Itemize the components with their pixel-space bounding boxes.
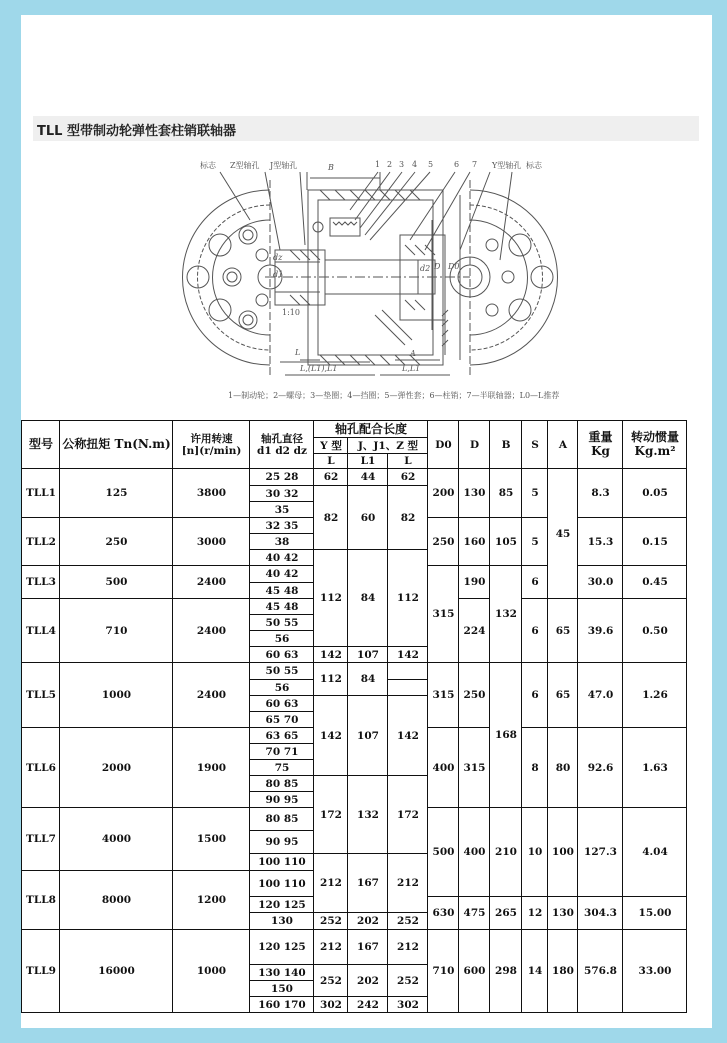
fit-y-cell: 212 [313, 853, 348, 913]
model-cell: TLL8 [21, 870, 60, 930]
bore-cell: 50 55 [249, 662, 314, 680]
header-speed [172, 420, 250, 469]
header-a: A [547, 420, 578, 469]
d0-cell: 400 [427, 727, 459, 808]
bore-cell: 56 [249, 630, 314, 647]
fit-z-cell: 172 [387, 775, 428, 854]
header-weight [577, 420, 623, 469]
bore-cell: 150 [249, 980, 314, 997]
speed-cell: 2400 [172, 598, 250, 663]
label-7: 7 [472, 160, 478, 169]
speed-cell: 2400 [172, 662, 250, 728]
s-cell: 6 [521, 565, 548, 599]
s-cell: 12 [521, 896, 548, 930]
weight-cell: 304.3 [577, 896, 623, 930]
left-flange-outline [183, 190, 271, 365]
header-d: D [458, 420, 490, 469]
bore-cell: 80 85 [249, 807, 314, 831]
s-cell: 6 [521, 598, 548, 663]
fit-z-cell: 212 [387, 853, 428, 913]
page-title: TLL 型带制动轮弹性套柱销联轴器 [37, 124, 236, 139]
label-j-bore: J型轴孔 [270, 161, 298, 170]
bore-cell: 130 [249, 912, 314, 930]
table-bottom-border [21, 1012, 687, 1013]
fit-y-cell: 212 [313, 929, 348, 965]
a-cell: 65 [547, 598, 578, 663]
b-cell: 85 [489, 468, 522, 518]
label-dim-L1: L,(L1),L1 [300, 364, 338, 373]
s-cell: 5 [521, 468, 548, 518]
torque-cell: 16000 [59, 929, 173, 1013]
inertia-cell: 4.04 [622, 807, 687, 897]
fit-l1-cell: 202 [347, 964, 388, 997]
speed-cell: 2400 [172, 565, 250, 599]
b-cell: 298 [489, 929, 522, 1013]
d0-cell: 315 [427, 565, 459, 663]
torque-cell: 250 [59, 517, 173, 566]
header-y-type: Y 型 [313, 437, 348, 454]
inertia-cell: 0.05 [622, 468, 687, 518]
fit-l1-cell: 60 [347, 485, 388, 550]
label-dim-A: A [410, 349, 416, 358]
label-dim-L2: L,L1 [402, 364, 421, 373]
bore-cell: 38 [249, 533, 314, 550]
coupling-drawing-svg [170, 150, 560, 405]
header-bore-line1: 轴孔直径 [261, 432, 303, 445]
weight-cell: 30.0 [577, 565, 623, 599]
header-bore [249, 420, 314, 469]
s-cell: 14 [521, 929, 548, 1013]
label-dim-dz: dz [273, 253, 283, 262]
d-cell: 160 [458, 517, 490, 566]
fit-l1-cell: 202 [347, 912, 388, 930]
bore-cell: 32 35 [249, 517, 314, 534]
fit-z-cell: 82 [387, 485, 428, 550]
inertia-cell: 0.15 [622, 517, 687, 566]
header-inertia-line1: 转动惯量 [630, 430, 679, 445]
fit-z-cell: 142 [387, 695, 428, 776]
fit-y-cell: 302 [313, 996, 348, 1013]
weight-cell: 92.6 [577, 727, 623, 808]
fit-l1-cell: 132 [347, 775, 388, 854]
fit-l1-cell: 84 [347, 549, 388, 647]
fit-l1-cell: 167 [347, 929, 388, 965]
b-cell: 210 [489, 807, 522, 897]
a-cell: 80 [547, 727, 578, 808]
model-cell: TLL6 [21, 727, 60, 808]
d-cell: 475 [458, 896, 490, 930]
a-cell: 45 [547, 468, 578, 599]
fit-z-cell: 302 [387, 996, 428, 1013]
model-cell: TLL5 [21, 662, 60, 728]
fit-y-cell: 142 [313, 646, 348, 663]
fit-y-cell: 252 [313, 912, 348, 930]
torque-cell: 1000 [59, 662, 173, 728]
d-cell: 224 [458, 598, 490, 663]
d-cell: 190 [458, 565, 490, 599]
torque-cell: 2000 [59, 727, 173, 808]
bore-cell: 25 28 [249, 468, 314, 486]
fit-l1-cell: 242 [347, 996, 388, 1013]
label-b: B [328, 163, 334, 172]
speed-cell: 1900 [172, 727, 250, 808]
d-cell: 315 [458, 727, 490, 808]
bore-cell: 50 55 [249, 614, 314, 631]
label-dim-D: D [434, 262, 441, 271]
a-cell: 100 [547, 807, 578, 897]
bore-cell: 120 125 [249, 929, 314, 965]
header-inertia [622, 420, 687, 469]
bore-cell: 45 48 [249, 598, 314, 615]
d-cell: 130 [458, 468, 490, 518]
bore-cell: 100 110 [249, 853, 314, 871]
d-cell: 250 [458, 662, 490, 728]
header-y-L: L [313, 453, 348, 469]
a-cell: 65 [547, 662, 578, 728]
label-4: 4 [412, 160, 418, 169]
speed-cell: 3000 [172, 517, 250, 566]
header-inertia-line2: Kg.m² [634, 444, 676, 458]
weight-cell: 39.6 [577, 598, 623, 663]
inertia-cell: 1.26 [622, 662, 687, 728]
fit-l1-cell: 107 [347, 646, 388, 663]
label-3: 3 [399, 160, 405, 169]
bore-cell: 56 [249, 679, 314, 696]
inertia-cell: 0.45 [622, 565, 687, 599]
header-speed-line2: [n](r/min) [181, 445, 242, 457]
torque-cell: 125 [59, 468, 173, 518]
bore-cell: 45 48 [249, 582, 314, 599]
speed-cell: 1500 [172, 807, 250, 871]
bore-cell: 80 85 [249, 775, 314, 792]
label-dim-L: L [295, 348, 301, 357]
bore-cell: 90 95 [249, 791, 314, 808]
s-cell: 8 [521, 727, 548, 808]
fit-y-cell: 62 [313, 468, 348, 486]
inertia-cell: 0.50 [622, 598, 687, 663]
weight-cell: 576.8 [577, 929, 623, 1013]
bore-cell: 130 140 [249, 964, 314, 981]
header-fit-length: 轴孔配合长度 [313, 420, 428, 438]
model-cell: TLL3 [21, 565, 60, 599]
d-cell: 600 [458, 929, 490, 1013]
fit-z-cell-empty [387, 679, 428, 696]
fit-z-cell: 142 [387, 646, 428, 663]
bore-cell: 75 [249, 759, 314, 776]
speed-cell: 1200 [172, 870, 250, 930]
fit-l1-cell: 44 [347, 468, 388, 486]
header-s: S [521, 420, 548, 469]
bore-cell: 35 [249, 501, 314, 518]
s-cell: 6 [521, 662, 548, 728]
fit-y-cell: 82 [313, 485, 348, 550]
header-weight-line2: Kg [591, 444, 610, 458]
fit-z-cell: 112 [387, 549, 428, 647]
d0-cell: 500 [427, 807, 459, 897]
table-right-border [686, 420, 687, 1013]
inertia-cell: 15.00 [622, 896, 687, 930]
d0-cell: 250 [427, 517, 459, 566]
fit-l1-cell: 107 [347, 695, 388, 776]
bore-cell: 40 42 [249, 549, 314, 566]
header-j-L1: L1 [347, 453, 388, 469]
a-cell: 130 [547, 896, 578, 930]
a-cell: 180 [547, 929, 578, 1013]
drawing-caption: 1—制动轮；2—螺母；3—垫圈；4—挡圈；5—弹性套；6—柱销；7—半联轴器；L0—L推荐 [228, 391, 560, 400]
label-taper: 1:10 [282, 308, 300, 317]
model-cell: TLL9 [21, 929, 60, 1013]
bore-cell: 60 63 [249, 695, 314, 712]
fit-z-cell: 62 [387, 468, 428, 486]
fit-z-cell: 252 [387, 912, 428, 930]
label-dim-d2: d2 [420, 264, 431, 273]
header-b: B [489, 420, 522, 469]
fit-z-cell: 252 [387, 964, 428, 997]
model-cell: TLL7 [21, 807, 60, 871]
header-weight-line1: 重量 [588, 430, 613, 445]
label-mark-right: 标志 [526, 161, 542, 170]
weight-cell: 127.3 [577, 807, 623, 897]
header-bore-line2: d1 d2 dz [257, 445, 307, 457]
bore-cell: 70 71 [249, 743, 314, 760]
label-1: 1 [375, 160, 381, 169]
fit-l1-cell: 84 [347, 662, 388, 696]
fit-y-cell: 142 [313, 695, 348, 776]
model-cell: TLL4 [21, 598, 60, 663]
label-dim-D0: D0 [448, 262, 460, 271]
d0-cell: 710 [427, 929, 459, 1013]
fit-y-cell: 112 [313, 662, 348, 696]
header-torque: 公称扭矩 Tn(N.m) [59, 420, 173, 469]
bore-cell: 40 42 [249, 565, 314, 583]
bore-cell: 120 125 [249, 896, 314, 913]
weight-cell: 47.0 [577, 662, 623, 728]
speed-cell: 1000 [172, 929, 250, 1013]
header-d0: D0 [427, 420, 459, 469]
b-cell: 105 [489, 517, 522, 566]
speed-cell: 3800 [172, 468, 250, 518]
bore-cell: 63 65 [249, 727, 314, 744]
fit-l1-cell: 167 [347, 853, 388, 913]
header-jz-type: J、J1、Z 型 [347, 437, 428, 454]
inertia-cell: 1.63 [622, 727, 687, 808]
bore-cell: 160 170 [249, 996, 314, 1013]
label-mark-left: 标志 [200, 161, 216, 170]
torque-cell: 710 [59, 598, 173, 663]
header-z-L: L [387, 453, 428, 469]
label-2: 2 [387, 160, 393, 169]
d0-cell: 630 [427, 896, 459, 930]
header-model: 型号 [21, 420, 60, 469]
model-cell: TLL2 [21, 517, 60, 566]
b-cell: 168 [489, 662, 522, 808]
model-cell: TLL1 [21, 468, 60, 518]
title-bar [33, 116, 699, 141]
fit-y-cell: 112 [313, 549, 348, 647]
d0-cell: 200 [427, 468, 459, 518]
label-dim-d1: d1 [273, 270, 284, 279]
fit-y-cell: 252 [313, 964, 348, 997]
label-y-bore: Y型轴孔 [492, 161, 522, 170]
bore-cell: 100 110 [249, 870, 314, 897]
fit-z-cell-empty [387, 662, 428, 680]
bore-cell: 60 63 [249, 646, 314, 663]
d0-cell: 315 [427, 662, 459, 728]
torque-cell: 500 [59, 565, 173, 599]
inertia-cell: 33.00 [622, 929, 687, 1013]
s-cell: 5 [521, 517, 548, 566]
fit-y-cell: 172 [313, 775, 348, 854]
bore-cell: 65 70 [249, 711, 314, 728]
weight-cell: 15.3 [577, 517, 623, 566]
bore-cell: 30 32 [249, 485, 314, 502]
b-cell: 132 [489, 565, 522, 663]
weight-cell: 8.3 [577, 468, 623, 518]
bore-cell: 90 95 [249, 830, 314, 854]
d-cell: 400 [458, 807, 490, 897]
coupling-drawing [170, 150, 560, 405]
torque-cell: 8000 [59, 870, 173, 930]
b-cell: 265 [489, 896, 522, 930]
torque-cell: 4000 [59, 807, 173, 871]
header-speed-line1: 许用转速 [190, 432, 233, 445]
label-5: 5 [428, 160, 434, 169]
s-cell: 10 [521, 807, 548, 897]
label-6: 6 [454, 160, 460, 169]
fit-z-cell: 212 [387, 929, 428, 965]
label-z-bore: Z型轴孔 [230, 161, 260, 170]
